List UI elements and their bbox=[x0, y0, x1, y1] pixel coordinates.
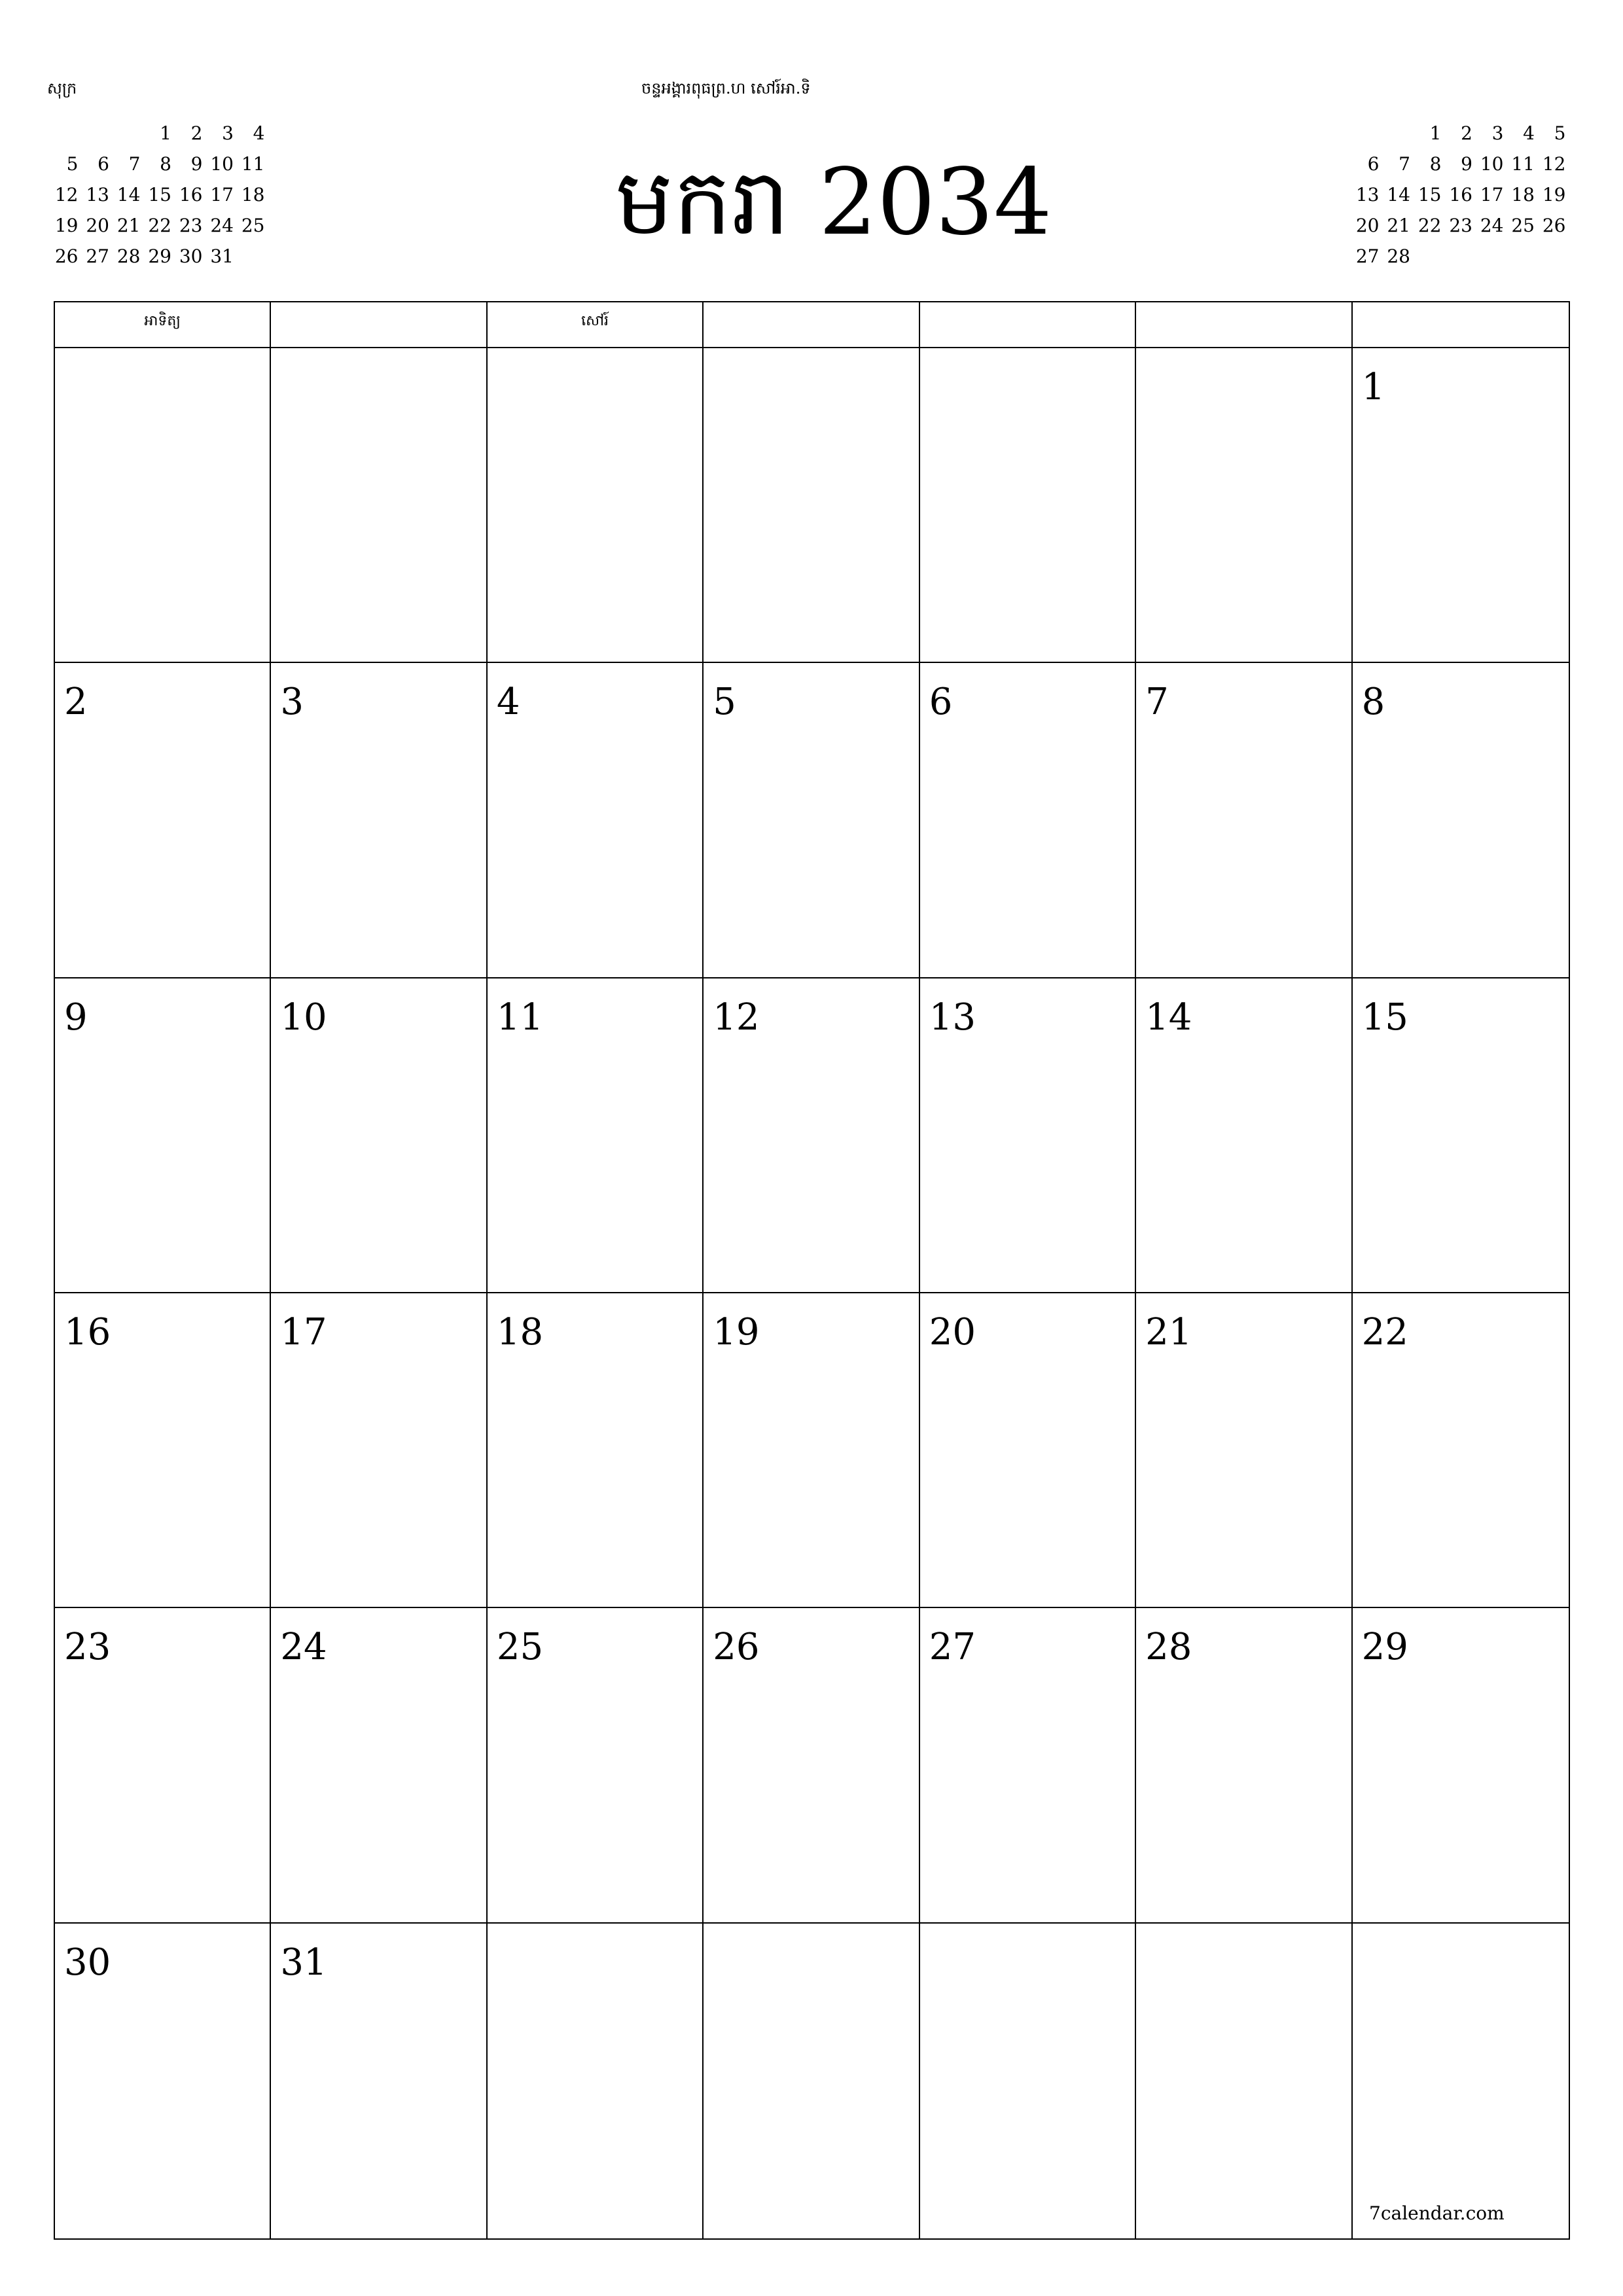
day-number: 18 bbox=[496, 1311, 544, 1354]
weekday-header bbox=[1353, 302, 1569, 347]
mini-calendar-label: សុក្រ bbox=[47, 79, 77, 98]
day-number: 19 bbox=[713, 1311, 760, 1354]
day-cell bbox=[55, 1608, 271, 1923]
mini-day: 23 bbox=[179, 215, 203, 236]
day-number: 4 bbox=[496, 681, 520, 724]
mini-day bbox=[1535, 241, 1566, 272]
mini-day: 24 bbox=[1480, 215, 1504, 236]
mini-day: 21 bbox=[1387, 215, 1410, 236]
day-cell bbox=[55, 663, 271, 978]
mini-day: 26 bbox=[1542, 215, 1566, 236]
weekday-header: សៅរ៍ bbox=[488, 302, 704, 347]
day-number: 12 bbox=[713, 996, 760, 1039]
mini-calendar-grid bbox=[1348, 118, 1566, 272]
mini-day: 5 bbox=[66, 153, 79, 175]
day-cell bbox=[271, 1924, 487, 2238]
month-grid bbox=[54, 301, 1570, 2240]
mini-day: 24 bbox=[210, 215, 234, 236]
day-cell bbox=[704, 1924, 919, 2238]
mini-day: 11 bbox=[1511, 153, 1535, 175]
day-cell bbox=[920, 663, 1136, 978]
mini-day: 22 bbox=[1418, 215, 1442, 236]
mini-day: 28 bbox=[116, 245, 141, 267]
mini-day: 20 bbox=[86, 215, 109, 236]
day-cell bbox=[1353, 1608, 1569, 1923]
day-cell bbox=[55, 1924, 271, 2238]
day-number: 28 bbox=[1145, 1626, 1192, 1669]
weekday-header bbox=[1136, 302, 1352, 347]
mini-day bbox=[79, 118, 110, 149]
day-cell bbox=[920, 1924, 1136, 2238]
mini-day: 13 bbox=[86, 184, 109, 206]
mini-day: 12 bbox=[1542, 153, 1566, 175]
page-title: មករា 2034 bbox=[615, 149, 1052, 256]
mini-day: 15 bbox=[1418, 184, 1442, 206]
mini-day: 30 bbox=[179, 245, 203, 267]
mini-day: 16 bbox=[1449, 184, 1472, 206]
day-cell bbox=[704, 348, 919, 663]
mini-day bbox=[1472, 241, 1504, 272]
mini-day: 27 bbox=[86, 245, 109, 267]
day-number: 22 bbox=[1361, 1311, 1408, 1354]
day-cell bbox=[488, 978, 704, 1293]
mini-day: 19 bbox=[1542, 184, 1566, 206]
day-cell bbox=[1353, 663, 1569, 978]
day-cell bbox=[488, 348, 704, 663]
mini-day bbox=[1442, 241, 1473, 272]
day-cell bbox=[1136, 978, 1352, 1293]
mini-day: 29 bbox=[148, 245, 171, 267]
mini-day: 17 bbox=[1480, 184, 1504, 206]
weekday-header bbox=[920, 302, 1136, 347]
footer-credit: 7calendar.com bbox=[1369, 2202, 1505, 2224]
mini-day: 11 bbox=[241, 153, 265, 175]
mini-day bbox=[1380, 118, 1411, 149]
day-cell bbox=[920, 978, 1136, 1293]
day-cell bbox=[1136, 1608, 1352, 1923]
mini-day: 3 bbox=[222, 122, 234, 144]
day-cell bbox=[704, 1608, 919, 1923]
day-number: 1 bbox=[1361, 366, 1385, 408]
mini-day: 14 bbox=[1387, 184, 1410, 206]
day-cell bbox=[488, 663, 704, 978]
day-cell bbox=[1353, 1293, 1569, 1608]
mini-day bbox=[47, 118, 79, 149]
mini-day: 2 bbox=[1461, 122, 1472, 144]
day-number: 23 bbox=[64, 1626, 111, 1669]
mini-day: 15 bbox=[148, 184, 171, 206]
weeks-grid bbox=[55, 348, 1569, 2238]
day-cell bbox=[271, 348, 487, 663]
day-cell bbox=[1136, 1924, 1352, 2238]
weekday-header bbox=[271, 302, 487, 347]
mini-day: 1 bbox=[160, 122, 171, 144]
day-cell bbox=[1353, 978, 1569, 1293]
day-number: 27 bbox=[929, 1626, 976, 1669]
day-number: 25 bbox=[496, 1626, 544, 1669]
day-cell bbox=[488, 1293, 704, 1608]
day-cell bbox=[1136, 348, 1352, 663]
day-number: 16 bbox=[64, 1311, 111, 1354]
day-number: 24 bbox=[280, 1626, 327, 1669]
day-cell bbox=[55, 348, 271, 663]
day-cell bbox=[1136, 663, 1352, 978]
mini-day: 16 bbox=[179, 184, 203, 206]
mini-day: 1 bbox=[1429, 122, 1442, 144]
day-number: 15 bbox=[1361, 996, 1408, 1039]
mini-day bbox=[1504, 241, 1535, 272]
weekday-abbrev-line: ចន្ទអង្គារពុធព្រ.ហ សៅរ៍អា.ទិ bbox=[641, 79, 811, 98]
mini-day: 19 bbox=[54, 215, 79, 236]
mini-day: 2 bbox=[190, 122, 203, 144]
day-number: 2 bbox=[64, 681, 88, 724]
mini-day: 7 bbox=[128, 153, 141, 175]
day-cell bbox=[1136, 1293, 1352, 1608]
mini-day: 18 bbox=[1511, 184, 1535, 206]
day-number: 26 bbox=[713, 1626, 760, 1669]
mini-day: 31 bbox=[210, 245, 234, 267]
mini-day: 6 bbox=[1367, 153, 1380, 175]
day-cell bbox=[271, 978, 487, 1293]
day-cell bbox=[920, 348, 1136, 663]
mini-day: 5 bbox=[1554, 122, 1566, 144]
day-cell bbox=[704, 1293, 919, 1608]
mini-day: 13 bbox=[1355, 184, 1380, 206]
mini-day: 21 bbox=[116, 215, 141, 236]
mini-day bbox=[1410, 241, 1442, 272]
day-cell bbox=[1353, 348, 1569, 663]
day-cell bbox=[920, 1293, 1136, 1608]
day-number: 30 bbox=[64, 1941, 111, 1984]
mini-day: 27 bbox=[1355, 245, 1380, 267]
mini-day: 25 bbox=[241, 215, 265, 236]
mini-day bbox=[1348, 118, 1380, 149]
day-number: 13 bbox=[929, 996, 976, 1039]
mini-calendar-grid bbox=[47, 118, 265, 272]
mini-day: 4 bbox=[253, 122, 265, 144]
weekday-header bbox=[704, 302, 919, 347]
day-cell bbox=[55, 978, 271, 1293]
day-cell bbox=[271, 1293, 487, 1608]
day-number: 20 bbox=[929, 1311, 976, 1354]
mini-day: 14 bbox=[116, 184, 141, 206]
day-cell bbox=[488, 1608, 704, 1923]
day-cell bbox=[488, 1924, 704, 2238]
mini-day: 22 bbox=[148, 215, 171, 236]
mini-day: 3 bbox=[1491, 122, 1504, 144]
day-cell bbox=[1353, 1924, 1569, 2238]
day-number: 29 bbox=[1361, 1626, 1408, 1669]
mini-day: 8 bbox=[1429, 153, 1442, 175]
day-number: 11 bbox=[496, 996, 544, 1039]
mini-day: 18 bbox=[241, 184, 265, 206]
mini-day: 7 bbox=[1399, 153, 1410, 175]
day-cell bbox=[920, 1608, 1136, 1923]
mini-day bbox=[234, 241, 265, 272]
day-number: 21 bbox=[1145, 1311, 1192, 1354]
mini-day: 9 bbox=[190, 153, 203, 175]
day-number: 9 bbox=[64, 996, 88, 1039]
day-cell bbox=[271, 1608, 487, 1923]
mini-day: 6 bbox=[98, 153, 109, 175]
day-number: 5 bbox=[713, 681, 736, 724]
day-number: 7 bbox=[1145, 681, 1169, 724]
day-cell bbox=[271, 663, 487, 978]
mini-day: 26 bbox=[54, 245, 79, 267]
day-number: 14 bbox=[1145, 996, 1192, 1039]
day-cell bbox=[704, 978, 919, 1293]
mini-day: 28 bbox=[1387, 245, 1410, 267]
mini-day: 20 bbox=[1355, 215, 1380, 236]
day-number: 8 bbox=[1361, 681, 1385, 724]
day-number: 10 bbox=[280, 996, 327, 1039]
mini-day: 10 bbox=[210, 153, 234, 175]
day-cell bbox=[55, 1293, 271, 1608]
mini-day: 23 bbox=[1449, 215, 1472, 236]
day-number: 31 bbox=[280, 1941, 327, 1984]
mini-day: 8 bbox=[160, 153, 171, 175]
day-number: 17 bbox=[280, 1311, 327, 1354]
mini-day: 10 bbox=[1480, 153, 1504, 175]
mini-day bbox=[109, 118, 141, 149]
mini-day: 17 bbox=[210, 184, 234, 206]
weekday-header: អាទិត្យ bbox=[55, 302, 271, 347]
day-number: 6 bbox=[929, 681, 953, 724]
mini-day: 12 bbox=[54, 184, 79, 206]
mini-day: 4 bbox=[1523, 122, 1535, 144]
mini-day: 25 bbox=[1511, 215, 1535, 236]
day-cell bbox=[704, 663, 919, 978]
weekday-header-row bbox=[55, 302, 1569, 348]
mini-day: 9 bbox=[1461, 153, 1472, 175]
day-number: 3 bbox=[280, 681, 304, 724]
